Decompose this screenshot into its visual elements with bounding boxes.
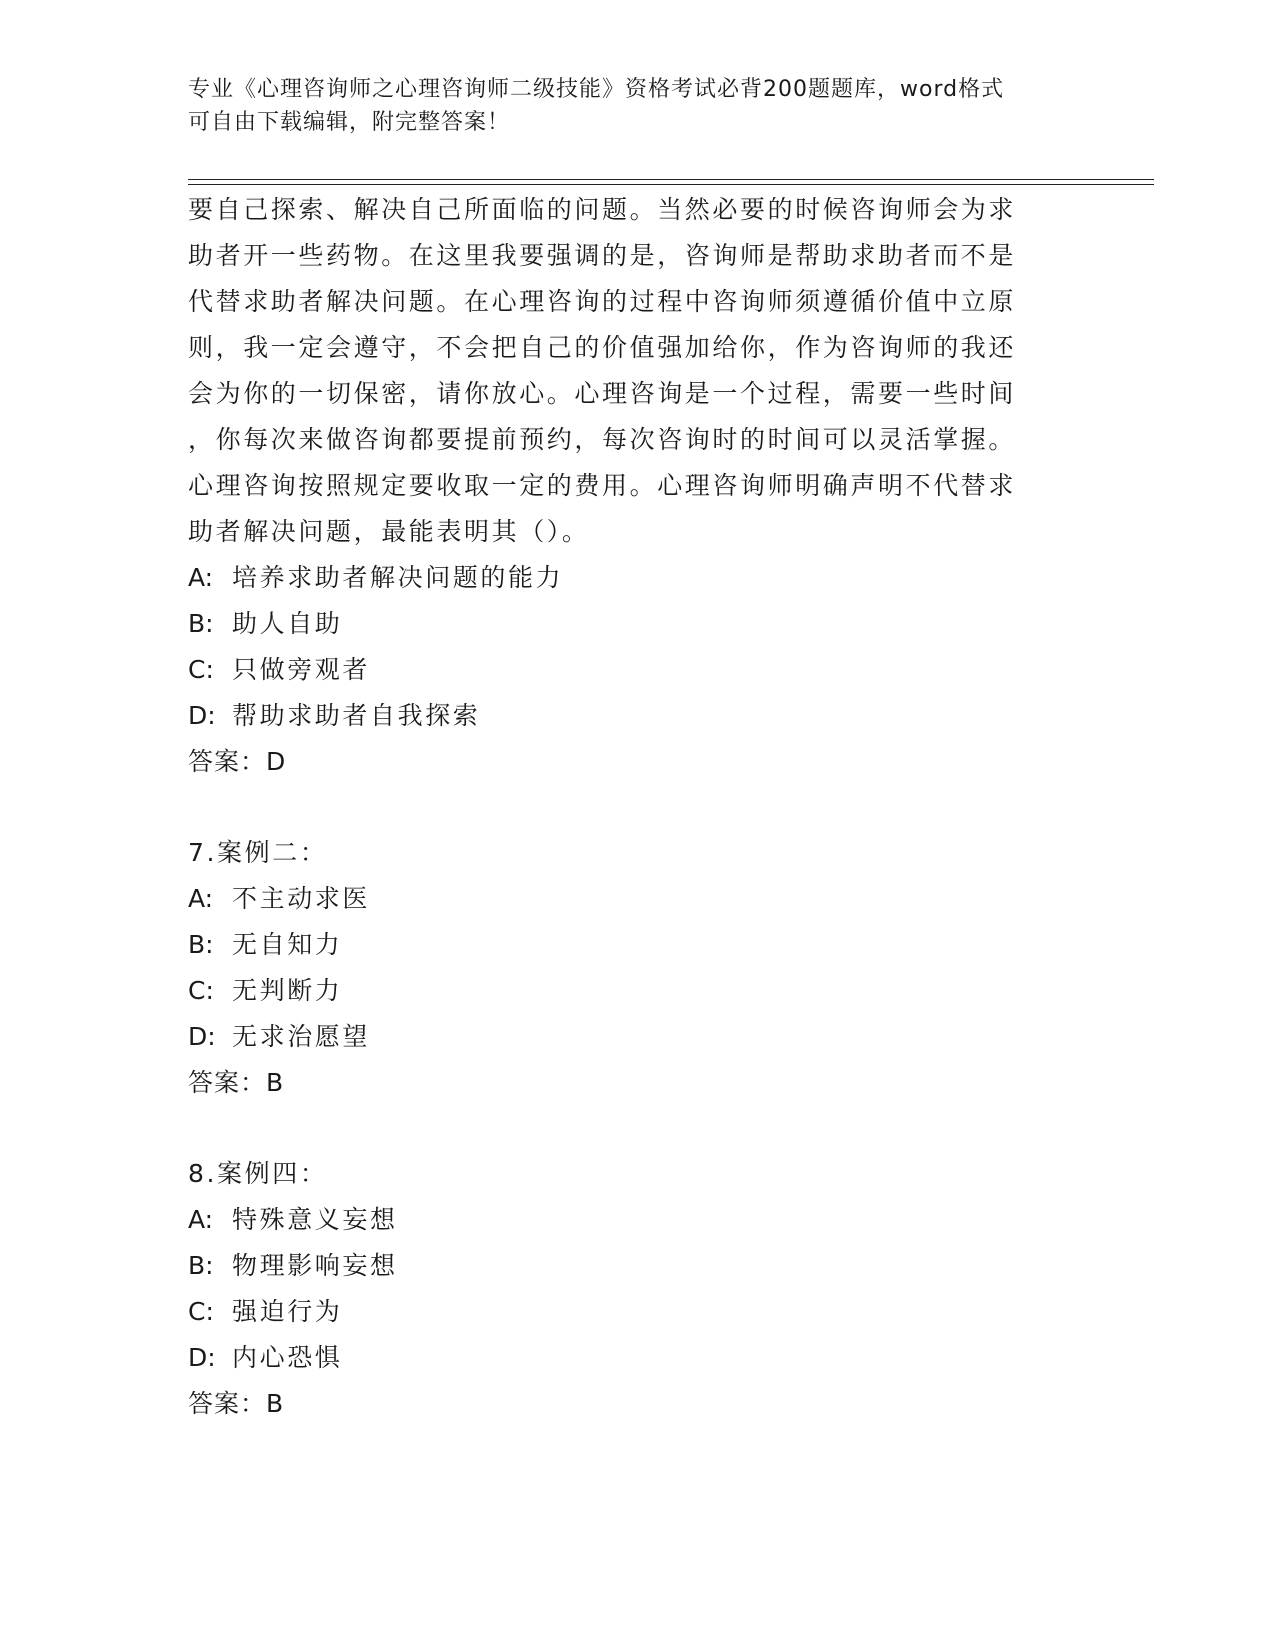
option-c bbox=[188, 1289, 1088, 1335]
option-text: 不主动求医 bbox=[232, 884, 371, 913]
question-stem-line: 助者开一些药物。在这里我要强调的是，咨询师是帮助求助者而不是 bbox=[188, 241, 1017, 270]
question-stem-line: 代替求助者解决问题。在心理咨询的过程中咨询师须遵循价值中立原 bbox=[188, 287, 1017, 316]
option-text: 培养求助者解决问题的能力 bbox=[232, 563, 564, 592]
header-title-line-2: 可自由下载编辑，附完整答案！ bbox=[188, 110, 511, 135]
option-b bbox=[188, 601, 1088, 647]
option-letter: A: bbox=[188, 563, 214, 592]
option-text: 无求治愿望 bbox=[232, 1022, 371, 1051]
question-stem-line: 则，我一定会遵守，不会把自己的价值强加给你，作为咨询师的我还 bbox=[188, 333, 1017, 362]
option-letter: D: bbox=[188, 1022, 216, 1051]
option-text: 无自知力 bbox=[232, 930, 343, 959]
option-d bbox=[188, 693, 1088, 739]
header-divider-top bbox=[188, 179, 1154, 180]
answer-label: 答案：D bbox=[188, 747, 287, 776]
question-stem-line: 助者解决问题，最能表明其（）。 bbox=[188, 517, 590, 546]
question-stem-line: 要自己探索、解决自己所面临的问题。当然必要的时候咨询师会为求 bbox=[188, 195, 1017, 224]
question-6 bbox=[188, 187, 1088, 785]
header-title-line-1: 专业《心理咨询师之心理咨询师二级技能》资格考试必背200题题库，word格式 bbox=[188, 77, 1005, 102]
option-letter: C: bbox=[188, 976, 214, 1005]
spacer bbox=[188, 1106, 1088, 1151]
question-title: 8.案例四： bbox=[188, 1159, 328, 1188]
option-text: 帮助求助者自我探索 bbox=[232, 701, 481, 730]
option-text: 特殊意义妄想 bbox=[232, 1205, 398, 1234]
option-letter: B: bbox=[188, 930, 214, 959]
document-header bbox=[188, 73, 1068, 139]
answer-label: 答案：B bbox=[188, 1389, 285, 1418]
option-c bbox=[188, 647, 1088, 693]
header-divider-bottom bbox=[188, 184, 1154, 185]
option-a bbox=[188, 555, 1088, 601]
option-text: 物理影响妄想 bbox=[232, 1251, 398, 1280]
answer-label: 答案：B bbox=[188, 1068, 285, 1097]
question-stem-line: 会为你的一切保密，请你放心。心理咨询是一个过程，需要一些时间 bbox=[188, 379, 1017, 408]
question-stem-line: 心理咨询按照规定要收取一定的费用。心理咨询师明确声明不代替求 bbox=[188, 471, 1017, 500]
option-text: 助人自助 bbox=[232, 609, 343, 638]
option-letter: B: bbox=[188, 609, 214, 638]
option-b bbox=[188, 1243, 1088, 1289]
option-letter: D: bbox=[188, 701, 216, 730]
option-text: 无判断力 bbox=[232, 976, 343, 1005]
question-7 bbox=[188, 830, 1088, 1106]
option-letter: A: bbox=[188, 884, 214, 913]
document-body bbox=[188, 187, 1088, 1427]
option-letter: C: bbox=[188, 1297, 214, 1326]
question-title: 7.案例二： bbox=[188, 838, 328, 867]
option-a bbox=[188, 1197, 1088, 1243]
option-text: 内心恐惧 bbox=[232, 1343, 343, 1372]
option-letter: B: bbox=[188, 1251, 214, 1280]
question-stem-line: ，你每次来做咨询都要提前预约，每次咨询时的时间可以灵活掌握。 bbox=[188, 425, 1017, 454]
option-b bbox=[188, 922, 1088, 968]
option-text: 强迫行为 bbox=[232, 1297, 343, 1326]
option-letter: C: bbox=[188, 655, 214, 684]
question-8 bbox=[188, 1151, 1088, 1427]
option-text: 只做旁观者 bbox=[232, 655, 371, 684]
option-d bbox=[188, 1335, 1088, 1381]
option-c bbox=[188, 968, 1088, 1014]
option-letter: A: bbox=[188, 1205, 214, 1234]
option-d bbox=[188, 1014, 1088, 1060]
spacer bbox=[188, 785, 1088, 830]
option-a bbox=[188, 876, 1088, 922]
option-letter: D: bbox=[188, 1343, 216, 1372]
